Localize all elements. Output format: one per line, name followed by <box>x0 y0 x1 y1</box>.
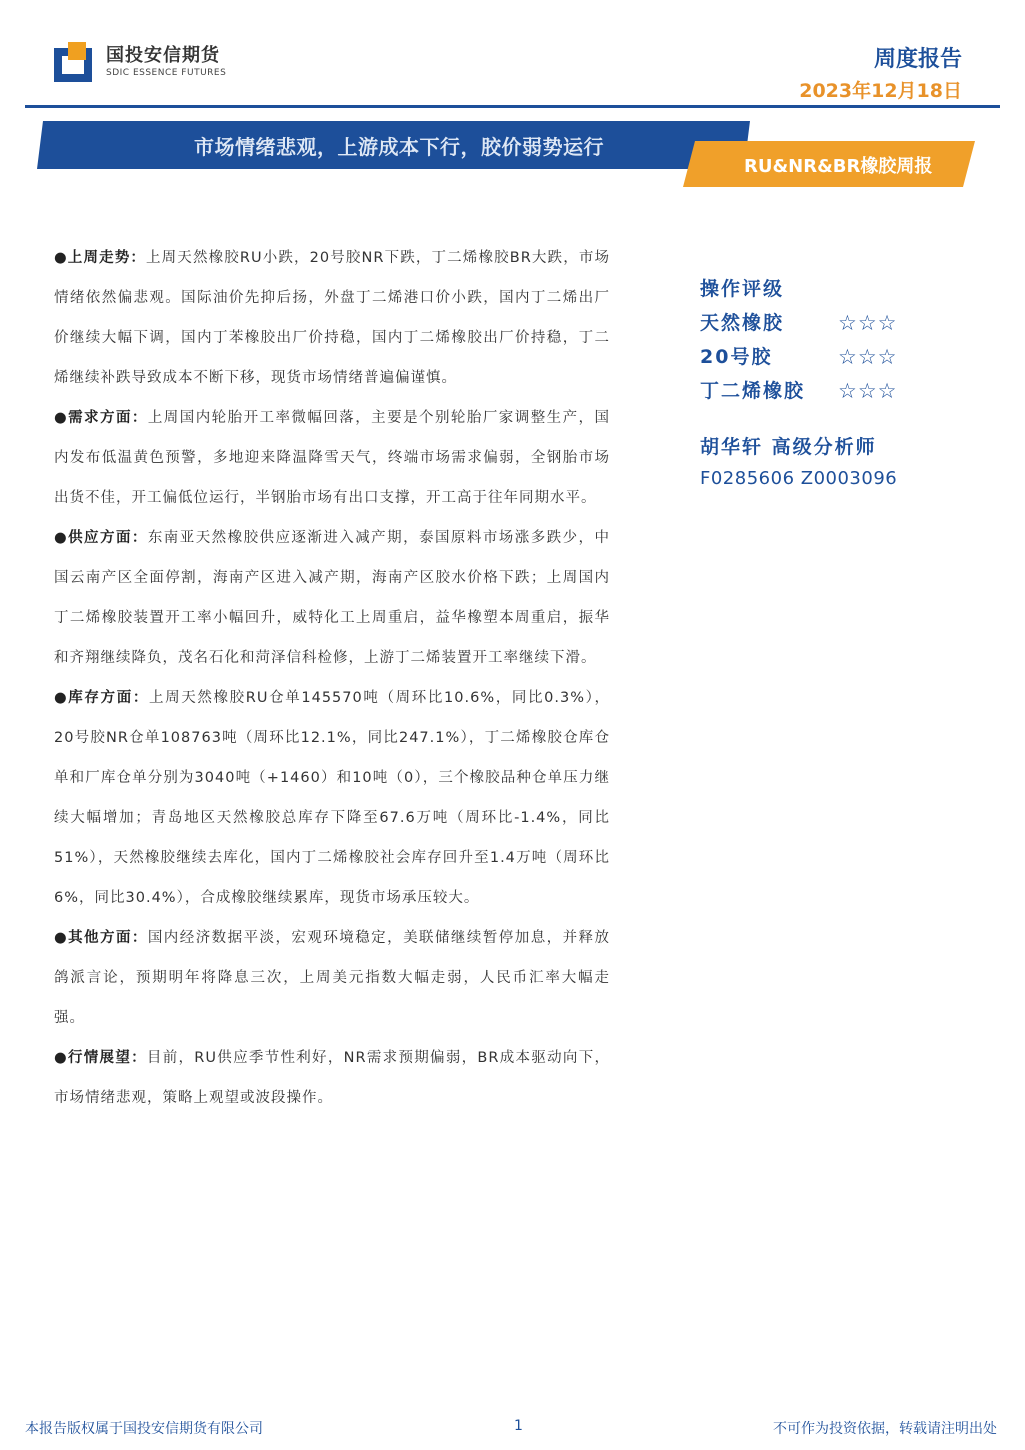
report-type: 周度报告 <box>873 47 962 72</box>
rating-row <box>700 376 930 410</box>
footer-copyright: 本报告版权属于国投安信期货有限公司 <box>25 1421 263 1437</box>
paragraph-label: ●行情展望： <box>54 1050 147 1066</box>
paragraph-label: ●库存方面： <box>54 690 149 706</box>
paragraph-supply <box>54 518 610 678</box>
footer-disclaimer: 不可作为投资依据，转载请注明出处 <box>773 1421 997 1437</box>
paragraph-text: 目前，RU供应季节性利好，NR需求预期偏弱，BR成本驱动向下，市场情绪悲观，策略上观望或波段操作。 <box>54 1050 610 1106</box>
star-rating-icon: ☆☆☆ <box>838 311 898 335</box>
paragraph-label: ●其他方面： <box>54 930 148 946</box>
paragraph-text: 上周天然橡胶RU仓单145570吨（周环比10.6%，同比0.3%），20号胶NR仓单108763吨（周环比12.1%，同比247.1%），丁二烯橡胶仓库仓单和厂库仓单分别为3040吨（+1460）和10吨（0），三个橡胶品种仓单压力继续大幅增加；青岛地区天然橡胶总库存下降至67.6万吨（周环比-1.4%，同比51%），天然橡胶继续去库化，国内丁二烯橡胶社会库存回升至1.4万吨（周环比6%，同比30.4%），合成橡胶继续累库，现货市场承压较大。 <box>54 690 610 906</box>
report-date: 2023年12月18日 <box>799 80 962 102</box>
analyst-license: F0285606 Z0003096 <box>700 468 898 489</box>
rating-item-name: 天然橡胶 <box>700 312 785 334</box>
report-subtitle: RU&NR&BR橡胶周报 <box>744 156 933 177</box>
company-name-cn: 国投安信期货 <box>106 45 220 66</box>
paragraph-text: 上周天然橡胶RU小跌，20号胶NR下跌，丁二烯橡胶BR大跌，市场情绪依然偏悲观。国际油价先抑后扬，外盘丁二烯港口价小跌，国内丁二烯出厂价继续大幅下调，国内丁苯橡胶出厂价持稳，国内丁二烯橡胶出厂价持稳，丁二烯继续补跌导致成本不断下移，现货市场情绪普遍偏谨慎。 <box>54 250 610 386</box>
logo-icon <box>54 42 98 82</box>
report-title: 市场情绪悲观，上游成本下行，胶价弱势运行 <box>194 135 604 159</box>
paragraph-text: 东南亚天然橡胶供应逐渐进入减产期，泰国原料市场涨多跌少，中国云南产区全面停割，海南产区进入减产期，海南产区胶水价格下跌；上周国内丁二烯橡胶装置开工率小幅回升，威特化工上周重启，益华橡塑本周重启，振华和齐翔继续降负，茂名石化和菏泽信科检修，上游丁二烯装置开工率继续下滑。 <box>54 530 610 666</box>
paragraph-last-week-trend <box>54 238 610 398</box>
paragraph-label: ●上周走势： <box>54 250 147 266</box>
paragraph-other <box>54 918 610 1038</box>
analyst-name: 胡华轩 高级分析师 <box>700 436 877 458</box>
rating-item-name: 丁二烯橡胶 <box>700 380 806 402</box>
report-body <box>54 238 610 1118</box>
paragraph-text: 上周国内轮胎开工率微幅回落，主要是个别轮胎厂家调整生产，国内发布低温黄色预警，多地迎来降温降雪天气，终端市场需求偏弱，全钢胎市场出货不佳，开工偏低位运行，半钢胎市场有出口支撑，开工高于往年同期水平。 <box>54 410 610 506</box>
paragraph-text: 国内经济数据平淡，宏观环境稳定，美联储继续暂停加息，并释放鸽派言论，预期明年将降息三次，上周美元指数大幅走弱，人民币汇率大幅走强。 <box>54 930 610 1026</box>
company-name-en: SDIC ESSENCE FUTURES <box>106 68 227 78</box>
paragraph-label: ●供应方面： <box>54 530 148 546</box>
company-logo <box>54 42 226 82</box>
operation-rating <box>700 274 930 410</box>
rating-title: 操作评级 <box>700 278 785 300</box>
rating-row <box>700 308 930 342</box>
star-rating-icon: ☆☆☆ <box>838 345 898 369</box>
page-number: 1 <box>514 1418 523 1434</box>
header-divider <box>25 105 1000 108</box>
rating-item-name: 20号胶 <box>700 346 773 368</box>
star-rating-icon: ☆☆☆ <box>838 379 898 403</box>
paragraph-demand <box>54 398 610 518</box>
paragraph-inventory <box>54 678 610 918</box>
paragraph-label: ●需求方面： <box>54 410 148 426</box>
rating-row <box>700 342 930 376</box>
paragraph-outlook <box>54 1038 610 1118</box>
